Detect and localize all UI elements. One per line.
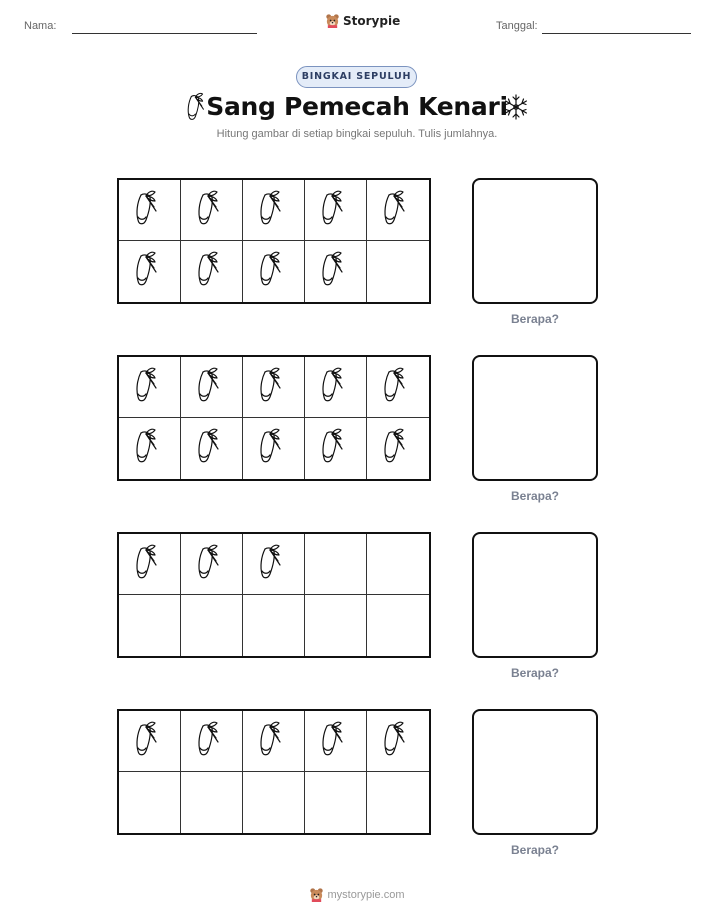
ten-frame-cell <box>305 418 367 479</box>
answer-box[interactable] <box>472 709 598 835</box>
ten-frame-cell <box>243 418 305 479</box>
ten-frame-cell <box>243 772 305 833</box>
ten-frame-cell <box>305 595 367 656</box>
ten-frame-cell <box>367 595 429 656</box>
answer-label: Berapa? <box>510 489 560 503</box>
bear-mascot-icon <box>325 13 340 28</box>
ten-frame-cell <box>119 418 181 479</box>
ten-frame <box>117 532 431 658</box>
ten-frame-cell <box>181 418 243 479</box>
ten-frame-cell <box>305 534 367 595</box>
instructions: Hitung gambar di setiap bingkai sepuluh. Tulis jumlahnya. <box>216 128 498 140</box>
ten-frame-cell <box>119 772 181 833</box>
ten-frame-cell <box>243 180 305 241</box>
ten-frame-cell <box>243 534 305 595</box>
ten-frame-cell <box>181 357 243 418</box>
ten-frame-cell <box>367 180 429 241</box>
answer-box[interactable] <box>472 355 598 481</box>
brand-name: Storypie <box>343 13 401 28</box>
ten-frame-cell <box>243 241 305 302</box>
ten-frame-cell <box>367 772 429 833</box>
ten-frame-cell <box>181 534 243 595</box>
ten-frame-cell <box>305 180 367 241</box>
ten-frame <box>117 355 431 481</box>
ten-frame-cell <box>119 357 181 418</box>
ten-frame <box>117 178 431 304</box>
ten-frame-cell <box>119 534 181 595</box>
ten-frame-cell <box>119 711 181 772</box>
ten-frame-cell <box>367 534 429 595</box>
ten-frame-cell <box>119 241 181 302</box>
ten-frame-cell <box>367 357 429 418</box>
ten-frame-cell <box>181 772 243 833</box>
ten-frame-cell <box>305 772 367 833</box>
ten-frame-cell <box>243 595 305 656</box>
page-title: Sang Pemecah Kenari <box>206 92 508 121</box>
ten-frame-cell <box>367 711 429 772</box>
ten-frame-cell <box>243 711 305 772</box>
ten-frame-cell <box>367 241 429 302</box>
answer-box[interactable] <box>472 532 598 658</box>
bear-mascot-icon <box>309 887 324 902</box>
ten-frame-cell <box>367 418 429 479</box>
ten-frame-cell <box>305 357 367 418</box>
date-label: Tanggal: <box>496 20 538 32</box>
date-field[interactable] <box>542 33 691 34</box>
name-field[interactable] <box>72 33 257 34</box>
ten-frame-cell <box>305 241 367 302</box>
ten-frame-cell <box>119 595 181 656</box>
footer-site: mystorypie.com <box>327 888 405 901</box>
brand-logo <box>325 13 400 28</box>
snowflake-icon <box>502 93 530 125</box>
ten-frame-cell <box>181 711 243 772</box>
ten-frame-cell <box>119 180 181 241</box>
answer-label: Berapa? <box>510 312 560 326</box>
ten-frame-cell <box>243 357 305 418</box>
ten-frame-cell <box>181 180 243 241</box>
name-label: Nama: <box>24 20 57 32</box>
answer-label: Berapa? <box>510 843 560 857</box>
worksheet-type-badge: BINGKAI SEPULUH <box>296 66 417 88</box>
ten-frame-cell <box>181 595 243 656</box>
ten-frame-cell <box>181 241 243 302</box>
ten-frame-cell <box>305 711 367 772</box>
footer <box>0 887 714 902</box>
answer-box[interactable] <box>472 178 598 304</box>
answer-label: Berapa? <box>510 666 560 680</box>
ten-frame <box>117 709 431 835</box>
